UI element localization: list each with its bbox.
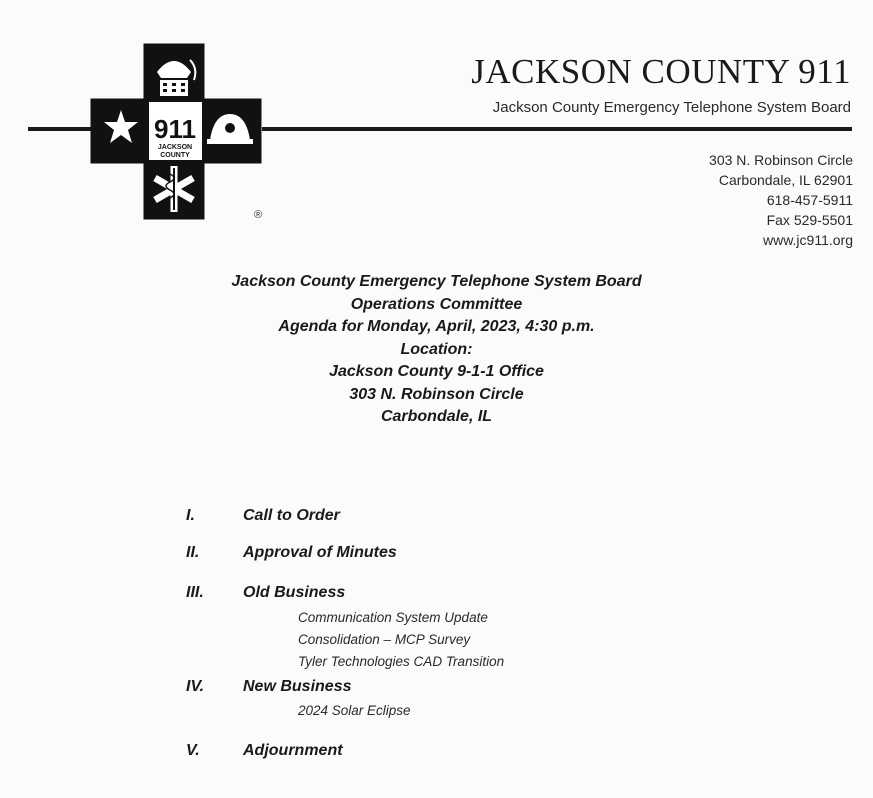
logo-county-text: COUNTY: [160, 152, 190, 159]
agenda-item-title: Old Business: [243, 584, 346, 601]
agenda-item-number: I.: [186, 507, 195, 524]
agenda-heading: [0, 271, 873, 429]
address-fax: Fax 529-5501: [766, 212, 853, 228]
agenda-item-number: IV.: [186, 678, 205, 695]
address-phone: 618-457-5911: [766, 192, 853, 208]
star-of-life-icon: [146, 161, 202, 217]
address-website: www.jc911.org: [762, 232, 853, 248]
registered-mark: ®: [254, 209, 263, 221]
agenda-item-title: Approval of Minutes: [243, 544, 397, 561]
org-subtitle: Jackson County Emergency Telephone System Board: [492, 99, 851, 116]
agenda-subitem: Tyler Technologies CAD Transition: [298, 654, 505, 669]
letterhead-rule: [262, 127, 852, 131]
agenda-item-number: II.: [186, 544, 200, 561]
org-title: JACKSON COUNTY 911: [471, 52, 851, 91]
agenda-subitem: Communication System Update: [298, 610, 488, 625]
heading-date: Agenda for Monday, April, 2023, 4:30 p.m.: [278, 318, 595, 335]
logo-jackson-text: JACKSON: [157, 144, 193, 151]
sheriff-star-icon: [93, 101, 149, 161]
address-block: [593, 150, 853, 250]
agenda-subitem: 2024 Solar Eclipse: [298, 703, 411, 718]
telephone-icon: [146, 46, 202, 102]
heading-location-office: Jackson County 9-1-1 Office: [329, 363, 544, 380]
address-street: 303 N. Robinson Circle: [709, 152, 853, 168]
agenda-subitem: Consolidation – MCP Survey: [298, 632, 471, 647]
agenda-item-number: V.: [186, 742, 200, 759]
heading-committee: Operations Committee: [350, 295, 523, 313]
agenda-item-number: III.: [186, 584, 204, 601]
logo-911-text: 911: [154, 114, 196, 144]
heading-location-city: Carbondale, IL: [380, 408, 493, 425]
heading-board: Jackson County Emergency Telephone System Board: [231, 273, 642, 290]
agenda-item-title: Adjournment: [243, 742, 343, 759]
agenda-item-title: New Business: [243, 678, 352, 695]
heading-location-label: Location:: [400, 340, 473, 358]
address-city: Carbondale, IL 62901: [718, 172, 853, 188]
jackson-county-911-logo: [0, 38, 290, 228]
agenda-item-title: Call to Order: [243, 507, 340, 524]
fire-helmet-icon: [201, 101, 259, 161]
heading-location-street: 303 N. Robinson Circle: [349, 385, 524, 403]
